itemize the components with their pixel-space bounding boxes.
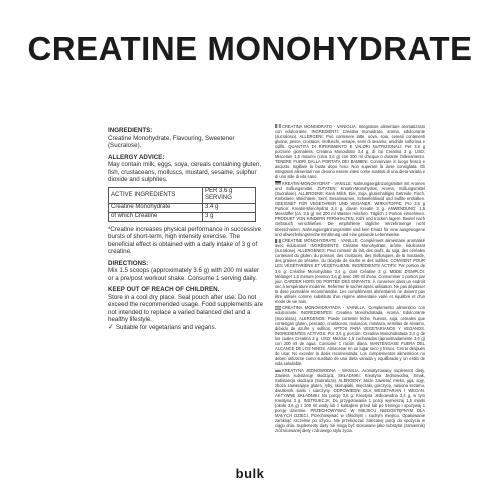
translation-text: CREATINA MONOHIDRATADA - VAINILLA. Complemento alimenticio con edulcorante. INGREDIENTES: Creatina Monohidratada, Aroma, Edulcorante (Sucralosa). ALERGENOS: Puede contener leche, huevos, soja, cereales que contengan gluten, pescado, crustáceos, moluscos, mostaza, semillas de sésamo, dióxido de azufre y sulfitos. APTOS PARA VEGETARIANOS Y VEGANOS. INGREDIENTES ACTIVOS: Por 3,6 g porción: Creatina Monohidratada 3,4 g de los cuales Creatina 3 g. USO: Mezclar 1,5 cucharadas (aproximadamente 3,6 g) con 200 ml de agua. Consumir 1 ración diaria. MANTÉNGASE FUERA DEL ALCANCE DE LOS NIÑOS. Almacenar en un lugar seco y fresco. Cerrar después de usar. No exceder la dosis recomendada. Los complementos alimenticios no deben utilizarse como sustituto de una dieta variada y equilibrada y un estilo de vida saludable. [275,305,425,366]
table-row [109,203,256,212]
creatine-claim-text: *Creatine increases physical performance in successive bursts of short-term, high intensity exercise. The beneficial effect is obtained with a daily intake of 3 g of creatine. [108,225,262,255]
spain-flag-icon [275,306,281,310]
table-cell-value: 3.4 g [203,203,256,212]
vegetarian-note [108,324,266,332]
vegetarian-note-text: Suitable for vegetarians and vegans. [115,323,217,331]
table-header-label: ACTIVE INGREDIENTS [109,187,203,203]
keep-away-heading: KEEP OUT OF REACH OF CHILDREN. [108,286,220,293]
translation-spanish [275,305,425,366]
translation-french [275,238,425,304]
table-header-value: PER 3.6 g SERVING [203,187,256,203]
active-ingredients-table [108,187,256,222]
table-row [109,212,256,221]
translation-german [275,181,425,237]
table-cell-value: 3 g [203,212,256,221]
translation-text: KREATYNA JEDNOWODNA - WANILIA. Aromatyzowany suplement diety. Zawiera substancję słodzącą. SKŁADNIKI: Kreatyna Jednowodna, Smak, Substancja słodząca (Sukraloza). ALERGENY: Może zawierać mleko, jaja, soję, zboża zawierające gluten, ryby, skorupiaki, mięczaki, gorczycę, nasiona sezamu, dwutlenek siarki i siarczyny. ODPOWIEDNI DLA WEGETARIAN I WEGAN. AKTYWNE SKŁADNIKI: Na porcję 3,6 g: Kreatyna Jednowodna 3,4 g, w tym Kreatyna 3 g. INSTRUKCJA: Do przygotowania 1 porcji wymieszaj 1,5 miarki (około 3,6 g) z 200 ml wody lub z koktajlem przed lub po treningu i spożywaj 1 porcję dziennie. PRZECHOWYWAĆ W MIEJSCU NIEDOSTĘPNYM DLA MAŁYCH DZIECI. Przechowywać w chłodnym i suchym miejscu. Opakowanie zamknąć szczelnie po użyciu. Nie przekraczać zalecanej porcji do spożycia w ciągu dnia. Suplementy diety nie mogą być stosowane jako substytut (zamiennik) zróżnicowanej diety i zdrowego stylu życia. [275,367,425,434]
translation-text: KREATIN-MONOHYDRAT - VANILLE. Nahrungsergänzungsmittel mit Aromen und Süßungsmittel. ZUTATEN: Kreatin-Monohydrat, Aroma, Süßungsmittel (Sucralose). ALLERGENE: Kann Milch, Eier, Soja, glutenhaltiges Getreide, Fisch, Krebstiere, Weichtiere, Senf, Sesamsamen, Schwefeldioxid und Sulfite enthalten. GEEIGNET FÜR VEGETARIER UND VEGANER. WIRKSTOFFE: Pro 3,6 g Portion: Kreatin-Monohydrat 3,4 g, davon Kreatin 3 g. ANWENDUNG: 1,5 Messlöffel (ca. 3,6 g) mit 200 ml Wasser mischen. Täglich 1 Portion einnehmen. PRODUKT VON KINDERN FERNHALTEN. Kühl und trocken lagern. Beutel nach Gebrauch verschließen. Die empfohlene tägliche Verzehrmenge nicht überschreiten. Nahrungsergänzungsmittel sind kein Ersatz für eine ausgewogene und abwechslungsreiche Ernährung und eine gesunde Lebensweise. [275,181,425,237]
allergy-text: May contain milk, eggs, soya, cereals containing gluten, fish, crustaceans, molluscs, mustard, sesame, sulphur dioxide and sulphites. [108,161,262,183]
english-label-panel [108,123,266,331]
translation-polish [275,368,425,434]
france-flag-icon [275,239,281,243]
directions-text: Mix 1.5 scoops (approximately 3.6 g) with 200 ml water or a pre/post workout shake. Consume 1 serving daily. [108,267,259,282]
table-cell-label: Creatine Monohydrate [109,203,203,212]
translation-italian [275,124,425,180]
vegan-leaf-icon: ✓ [108,323,114,331]
allergy-heading: ALLERGY ADVICE: [108,153,165,161]
translation-text: CRÉATINE MONOHYDRATE - VANILLE. Complément alimentaire aromatisé avec édulcorant. INGRÉDIENTS: Créatine Monohydrate, arôme, édulcorant (sucralose). ALLERGÈNES: Peut contenir du lait, des œufs, du soja, des céréales contenant du gluten, du poisson, des crustacés, des mollusques, de la moutarde, des graines de sésame, du dioxyde de soufre et des sulfites. CONVIENT POUR LES VÉGÉTARIENS ET VÉGÉTALIENS. INGRÉDIENTS ACTIFS: Par portion de 3,6 g: Créatine Monohydrate 3,4 g, dont Créatine 3 g. MODE D'EMPLOI: Mélanger 1,5 mesure (environ 3,6 g) avec 200 ml d'eau. Consommer 1 portion par jour. GARDER HORS DE PORTÉE DES ENFANTS. À conserver dans un endroit sec à température modérée. Refermer le sachet après utilisation. Ne pas dépasser la dose journalière recommandée. Les compléments alimentaires ne doivent pas être utilisés comme substituts d'un régime alimentaire varié et équilibré et d'un mode de vie sain. [275,238,425,304]
directions-heading: DIRECTIONS: [108,259,149,267]
germany-flag-icon [275,181,281,185]
ingredients-text: Creatine Monohydrate, Flavouring, Sweetener (Sucralose). [108,134,235,149]
multilingual-label-panel [275,124,425,435]
storage-text: Store in a cool dry place. Seal pouch after use. Do not exceed the recommended usage. Food supplements are not intended to replace a varied balanced diet and a healthy lifestyle. [108,293,264,323]
table-cell-label: of which Creatine [109,212,203,221]
italy-flag-icon [275,124,281,128]
table-header-row [109,187,256,203]
product-title: CREATINE MONOHYDRATE [27,30,473,67]
translation-text: CREATINA MONOIDRATO - VANIGLIA. Integratore alimentare aromatizzato con edulcorante. INGREDIENTI: Creatina monoidrato, aroma, edulcorante (sucralosio). ALLERGENI: Può contenere latte, uova, soia, cereali contenenti glutine, pesce, crostacei, molluschi, senape, semi di sesamo, anidride solforosa e solfiti. QUANTITÀ DI RIFERIMENTO E VALORI NUTRIZIONALI: Per 3,6 g porzione giornaliera: Creatina Monoidrato 3,4 g, di cui Creatina 3 g. USO: Miscelare 1,5 misurini (circa 3,6 g) con 200 ml d'acqua o durante l'allenamento. TENERE FUORI DALLA PORTATA DEI BAMBINI. Conservare in luogo fresco e asciutto. Sigillare la busta dopo l'uso. Non superare la dose consigliata. Gli integratori alimentari non devono essere intesi come sostituti di una dieta variata e di uno stile di vita sano. [275,124,425,180]
ingredients-heading: INGREDIENTS: [108,127,153,134]
poland-flag-icon [275,368,281,372]
brand-logo: bulk [235,466,265,481]
